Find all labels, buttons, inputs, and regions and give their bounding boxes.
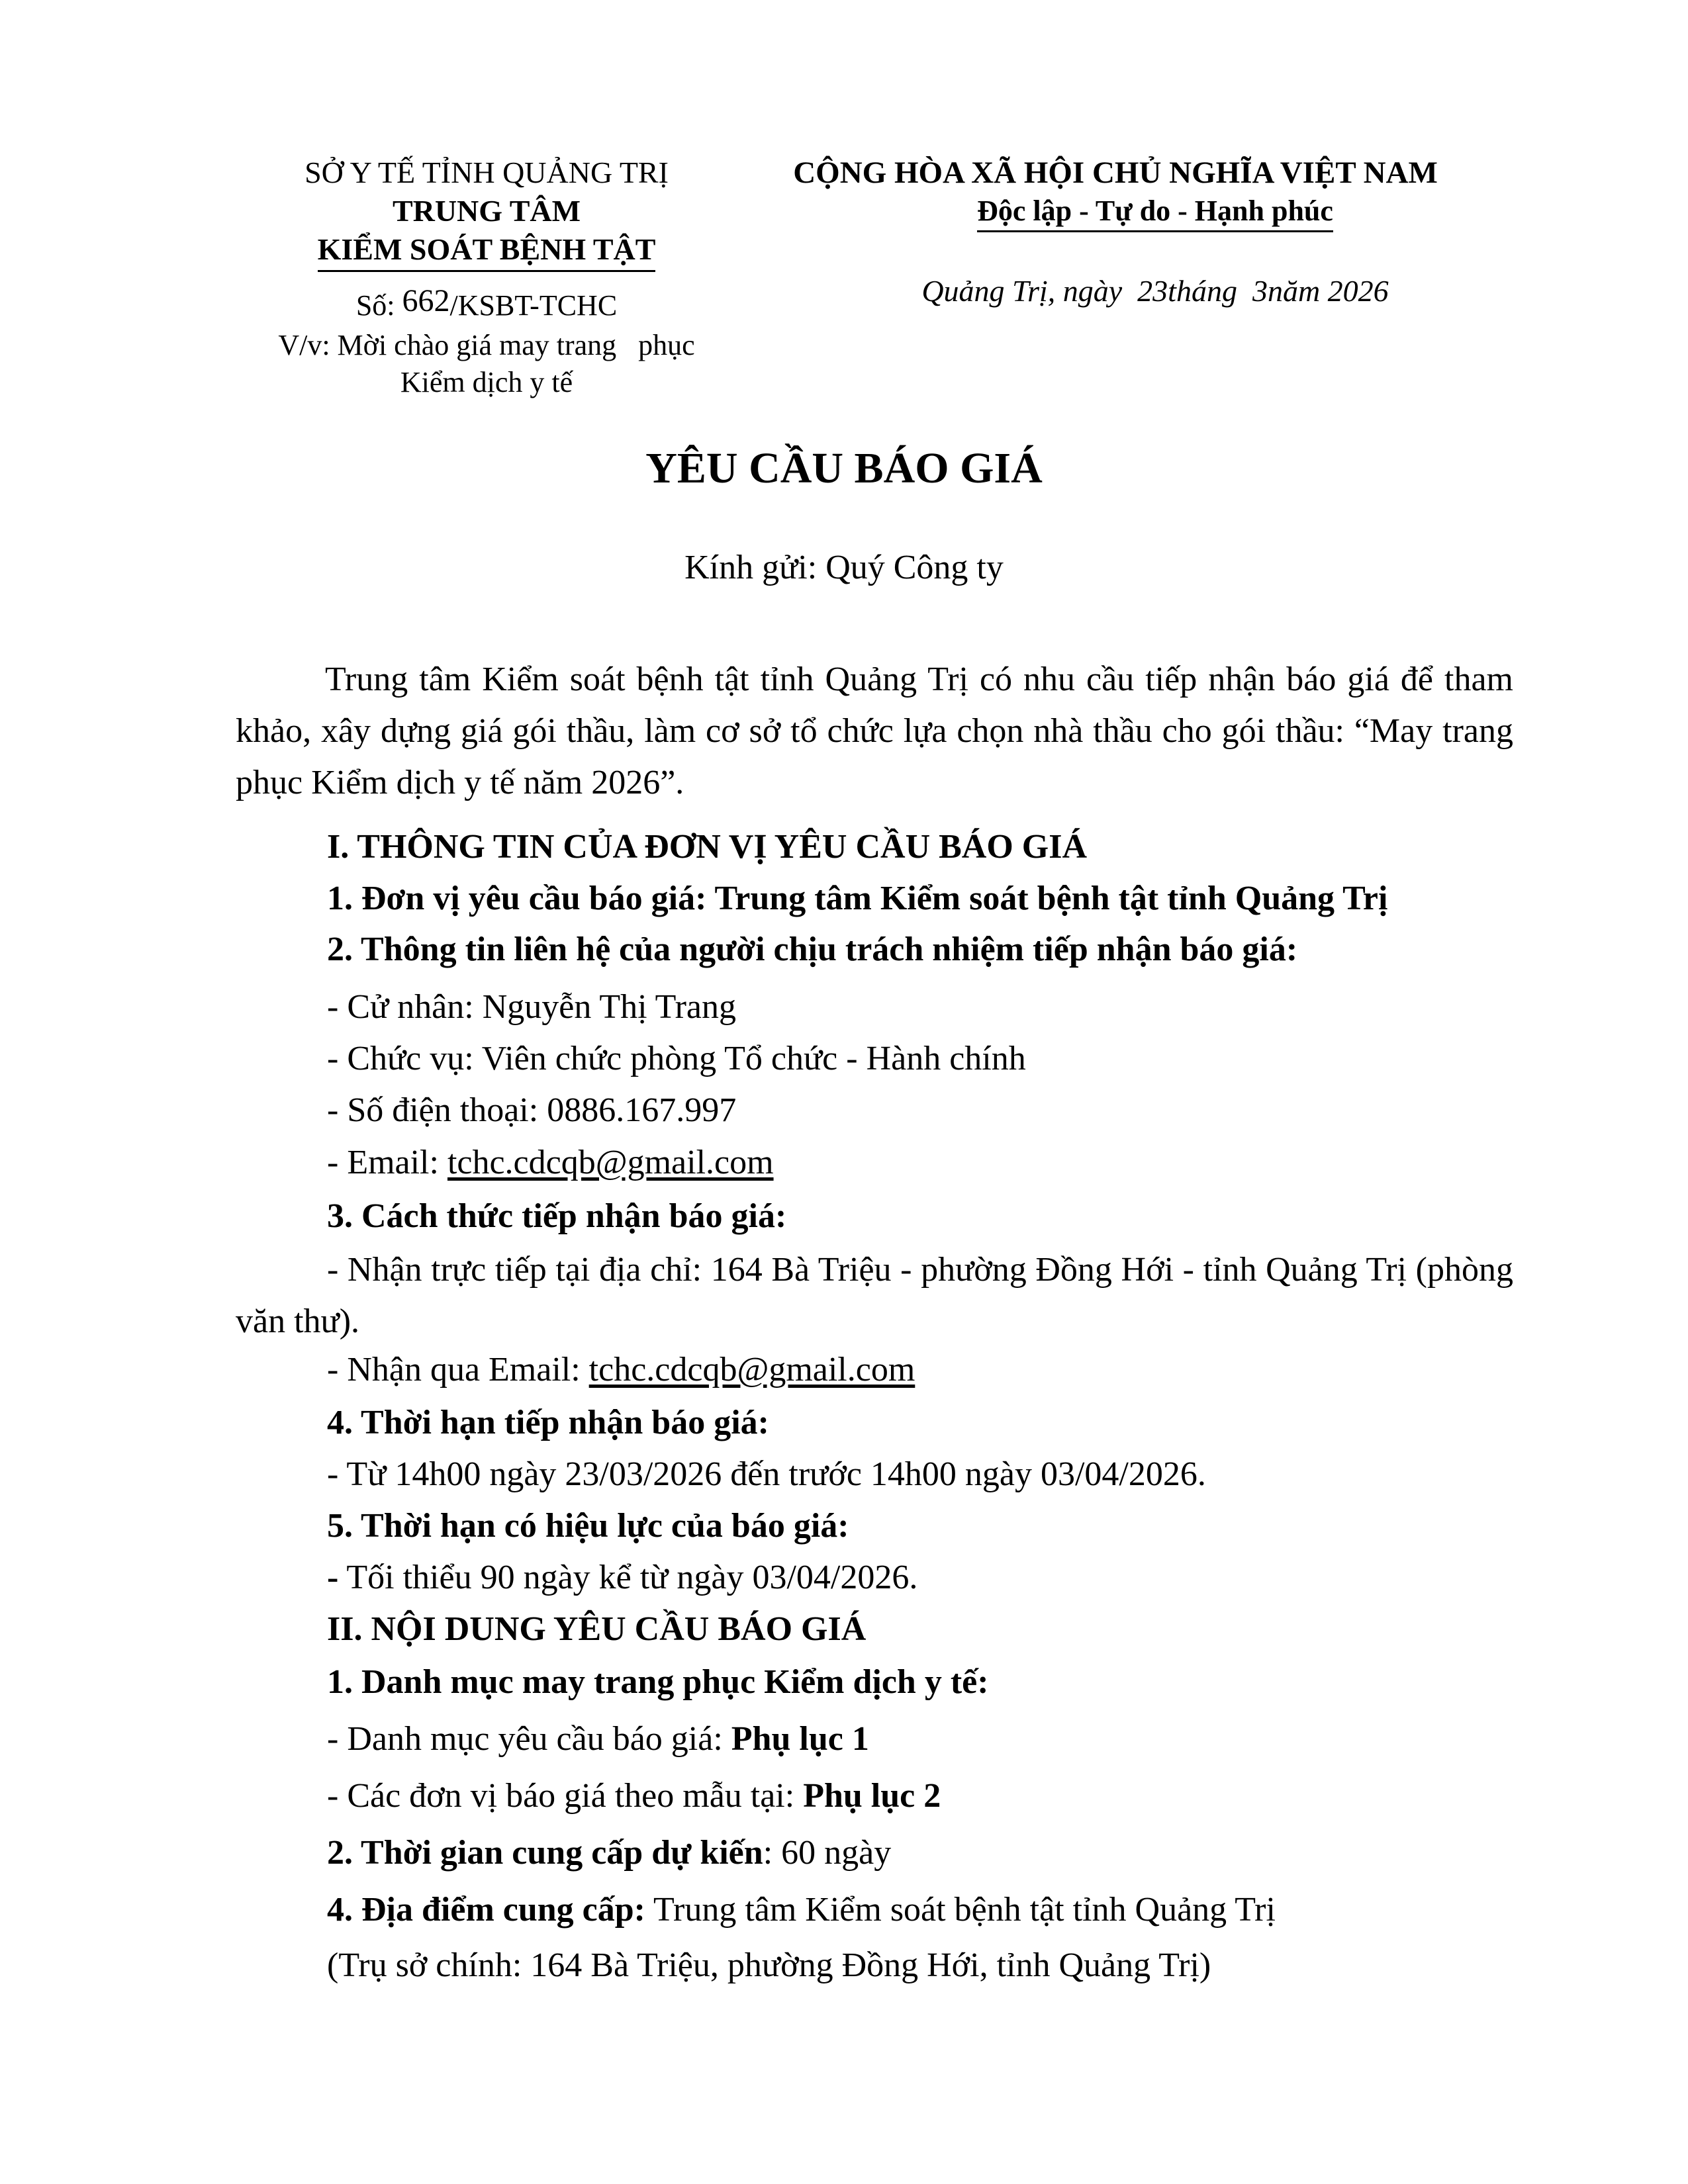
section2-item2-row [327,1833,891,1873]
appendix2-ref: Phụ lục 2 [803,1777,941,1815]
appendix1-ref: Phụ lục 1 [731,1720,869,1758]
greeting: Kính gửi: Quý Công ty [684,549,1004,586]
parent-agency: SỞ Y TẾ TỈNH QUẢNG TRỊ [305,156,669,189]
contact-name-row [327,987,736,1027]
contact-email-row [327,1143,774,1183]
contact-phone-row [327,1091,736,1130]
section1-heading: I. THÔNG TIN CỦA ĐƠN VỊ YÊU CẦU BÁO GIÁ [327,828,1088,866]
unit-name-line2: KIỂM SOÁT BỆNH TẬT [318,230,656,272]
section1-item3-direct: - Nhận trực tiếp tại địa chỉ: 164 Bà Triệu - phường Đồng Hới - tỉnh Quảng Trị (phòng văn thư). [236,1251,1513,1340]
delivery-address: (Trụ sở chính: 164 Bà Triệu, phường Đồng Hới, tỉnh Quảng Trị) [327,1946,1211,1984]
section1-item3: 3. Cách thức tiếp nhận báo giá: [327,1197,787,1235]
delivery-time-label: 2. Thời gian cung cấp dự kiến [327,1834,763,1872]
section1-item4: 4. Thời hạn tiếp nhận báo giá: [327,1404,769,1441]
section2-item4-row [327,1890,1276,1930]
contact-email-label: - Email: [327,1144,447,1181]
section1-item4-value: - Từ 14h00 ngày 23/03/2026 đến trước 14h00 ngày 03/04/2026. [327,1455,1206,1493]
doc-number-value: 662 [402,283,450,318]
document-number [252,284,722,327]
receive-email-link[interactable]: tchc.cdcqb@gmail.com [588,1351,915,1388]
contact-name-label: - Cử nhân: [327,988,483,1026]
form-label: - Các đơn vị báo giá theo mẫu tại: [327,1777,804,1815]
issuing-agency-block [252,154,722,401]
receive-email-label: - Nhận qua Email: [327,1351,589,1388]
delivery-time-value: : 60 ngày [763,1834,892,1872]
contact-phone-label: - Số điện thoại: [327,1091,547,1129]
contact-email-link[interactable]: tchc.cdcqb@gmail.com [447,1144,774,1181]
contact-position-row [327,1039,1026,1079]
contact-position: Viên chức phòng Tổ chức - Hành chính [481,1040,1026,1077]
contact-name: Nguyễn Thị Trang [482,988,737,1026]
section1-item1: 1. Đơn vị yêu cầu báo giá: Trung tâm Kiểm soát bệnh tật tỉnh Quảng Trị [327,880,1388,917]
section1-item2: 2. Thông tin liên hệ của người chịu trách nhiệm tiếp nhận báo giá: [327,931,1298,968]
place-date: Quảng Trị, ngày 23tháng 3năm 2026 [921,274,1389,308]
intro-paragraph: Trung tâm Kiểm soát bệnh tật tỉnh Quảng Trị có nhu cầu tiếp nhận báo giá để tham khảo, xây dựng giá gói thầu, làm cơ sở tổ chức lựa chọn nhà thầu cho gói thầu: “May trang phục Kiểm dịch y tế năm 2026”. [236,660,1513,801]
section2-item1: 1. Danh mục may trang phục Kiểm dịch y tế: [327,1663,989,1701]
doc-number-label: Số: [355,289,395,322]
contact-phone: 0886.167.997 [547,1091,737,1129]
delivery-location-label: 4. Địa điểm cung cấp: [327,1891,645,1929]
section1-item3-email-row [327,1350,915,1390]
section2-list-row [327,1719,869,1759]
section1-item5: 5. Thời hạn có hiệu lực của báo giá: [327,1507,849,1545]
section2-heading: II. NỘI DUNG YÊU CẦU BÁO GIÁ [327,1610,867,1648]
national-header-block [741,154,1489,308]
unit-name-line1: TRUNG TÂM [392,194,581,228]
subject-line1: V/v: Mời chào giá may trang phục [278,329,695,361]
national-title: CỘNG HÒA XÃ HỘI CHỦ NGHĨA VIỆT NAM [793,156,1438,190]
document-title: YÊU CẦU BÁO GIÁ [645,444,1043,492]
national-motto: Độc lập - Tự do - Hạnh phúc [977,192,1333,232]
section1-item5-row [327,1558,917,1598]
item5-value: Tối thiểu 90 ngày kể từ ngày 03/04/2026. [338,1559,918,1596]
subject-line2: Kiểm dịch y tế [400,366,573,398]
section2-form-row [327,1776,941,1816]
delivery-location-value: Trung tâm Kiểm soát bệnh tật tỉnh Quảng Trị [645,1891,1276,1929]
contact-position-label: - Chức vụ: [327,1040,482,1077]
item5-dash: - [327,1559,339,1596]
doc-number-suffix: /KSBT-TCHC [449,289,618,322]
list-label: - Danh mục yêu cầu báo giá: [327,1720,731,1758]
